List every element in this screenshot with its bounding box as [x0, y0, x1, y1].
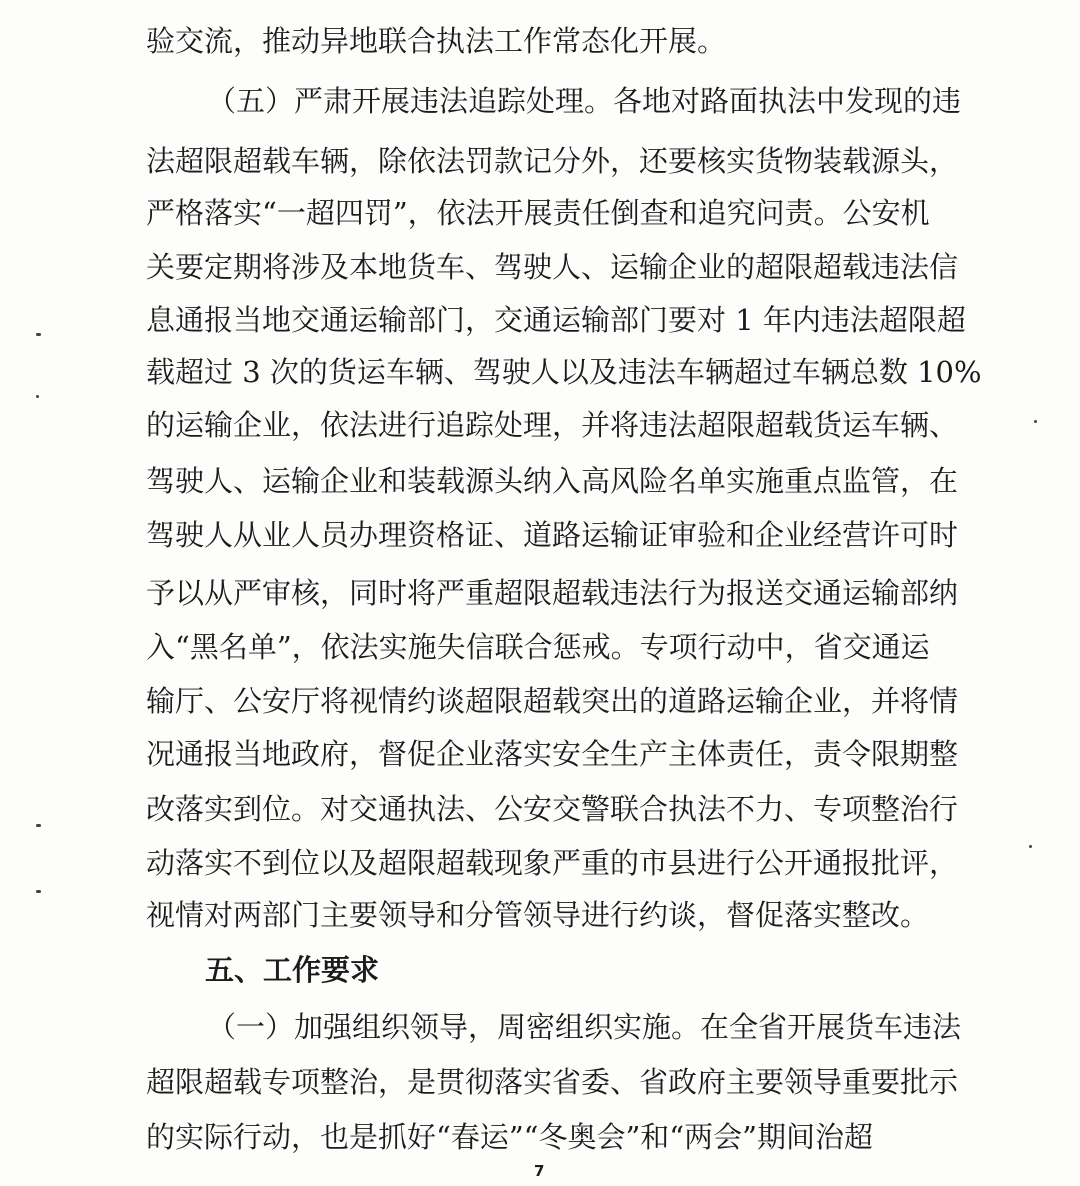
text-line-20: 超限超载专项整治，是贯彻落实省委、省政府主要领导重要批示: [146, 1065, 959, 1099]
scan-speck: [36, 395, 39, 398]
text-line-7: 载超过 3 次的货运车辆、驾驶人以及违法车辆超过车辆总数 10%: [146, 355, 982, 389]
text-line-10: 驾驶人从业人员办理资格证、道路运输证审验和企业经营许可时: [146, 518, 959, 552]
page-number: 7: [534, 1162, 545, 1180]
text-line-6: 息通报当地交通运输部门，交通运输部门要对 1 年内违法超限超: [146, 303, 966, 337]
text-line-15: 改落实到位。对交通执法、公安交警联合执法不力、专项整治行: [146, 792, 959, 826]
text-line-11: 予以从严审核，同时将严重超限超载违法行为报送交通运输部纳: [146, 576, 959, 610]
text-line-1: 验交流，推动异地联合执法工作常态化开展。: [146, 24, 727, 58]
text-line-13: 输厅、公安厅将视情约谈超限超载突出的道路运输企业，并将情: [146, 684, 959, 718]
text-line-12: 入“黑名单”，依法实施失信联合惩戒。专项行动中，省交通运: [146, 630, 930, 664]
text-line-19: （一）加强组织领导，周密组织实施。在全省开展货车违法: [207, 1010, 962, 1044]
text-line-9: 驾驶人、运输企业和装载源头纳入高风险名单实施重点监管，在: [146, 464, 959, 498]
text-line-16: 动落实不到位以及超限超载现象严重的市县进行公开通报批评，: [146, 846, 959, 880]
scan-speck: [1034, 420, 1037, 423]
text-line-4: 严格落实“一超四罚”，依法开展责任倒查和追究问责。公安机: [146, 196, 930, 230]
text-line-3: 法超限超载车辆，除依法罚款记分外，还要核实货物装载源头，: [146, 144, 959, 178]
scan-speck: [1029, 845, 1032, 848]
scan-speck: [36, 333, 41, 336]
text-line-21: 的实际行动，也是抓好“春运”“冬奥会”和“两会”期间治超: [146, 1120, 873, 1154]
text-line-5: 关要定期将涉及本地货车、驾驶人、运输企业的超限超载违法信: [146, 250, 959, 284]
text-line-14: 况通报当地政府，督促企业落实安全生产主体责任，责令限期整: [146, 737, 959, 771]
text-line-17: 视情对两部门主要领导和分管领导进行约谈，督促落实整改。: [146, 898, 930, 932]
text-line-8: 的运输企业，依法进行追踪处理，并将违法超限超载货运车辆、: [146, 408, 959, 442]
scan-speck: [36, 824, 41, 827]
scan-speck: [36, 890, 41, 893]
text-line-2: （五）严肃开展违法追踪处理。各地对路面执法中发现的违: [207, 84, 962, 118]
section-heading: 五、工作要求: [205, 953, 380, 987]
